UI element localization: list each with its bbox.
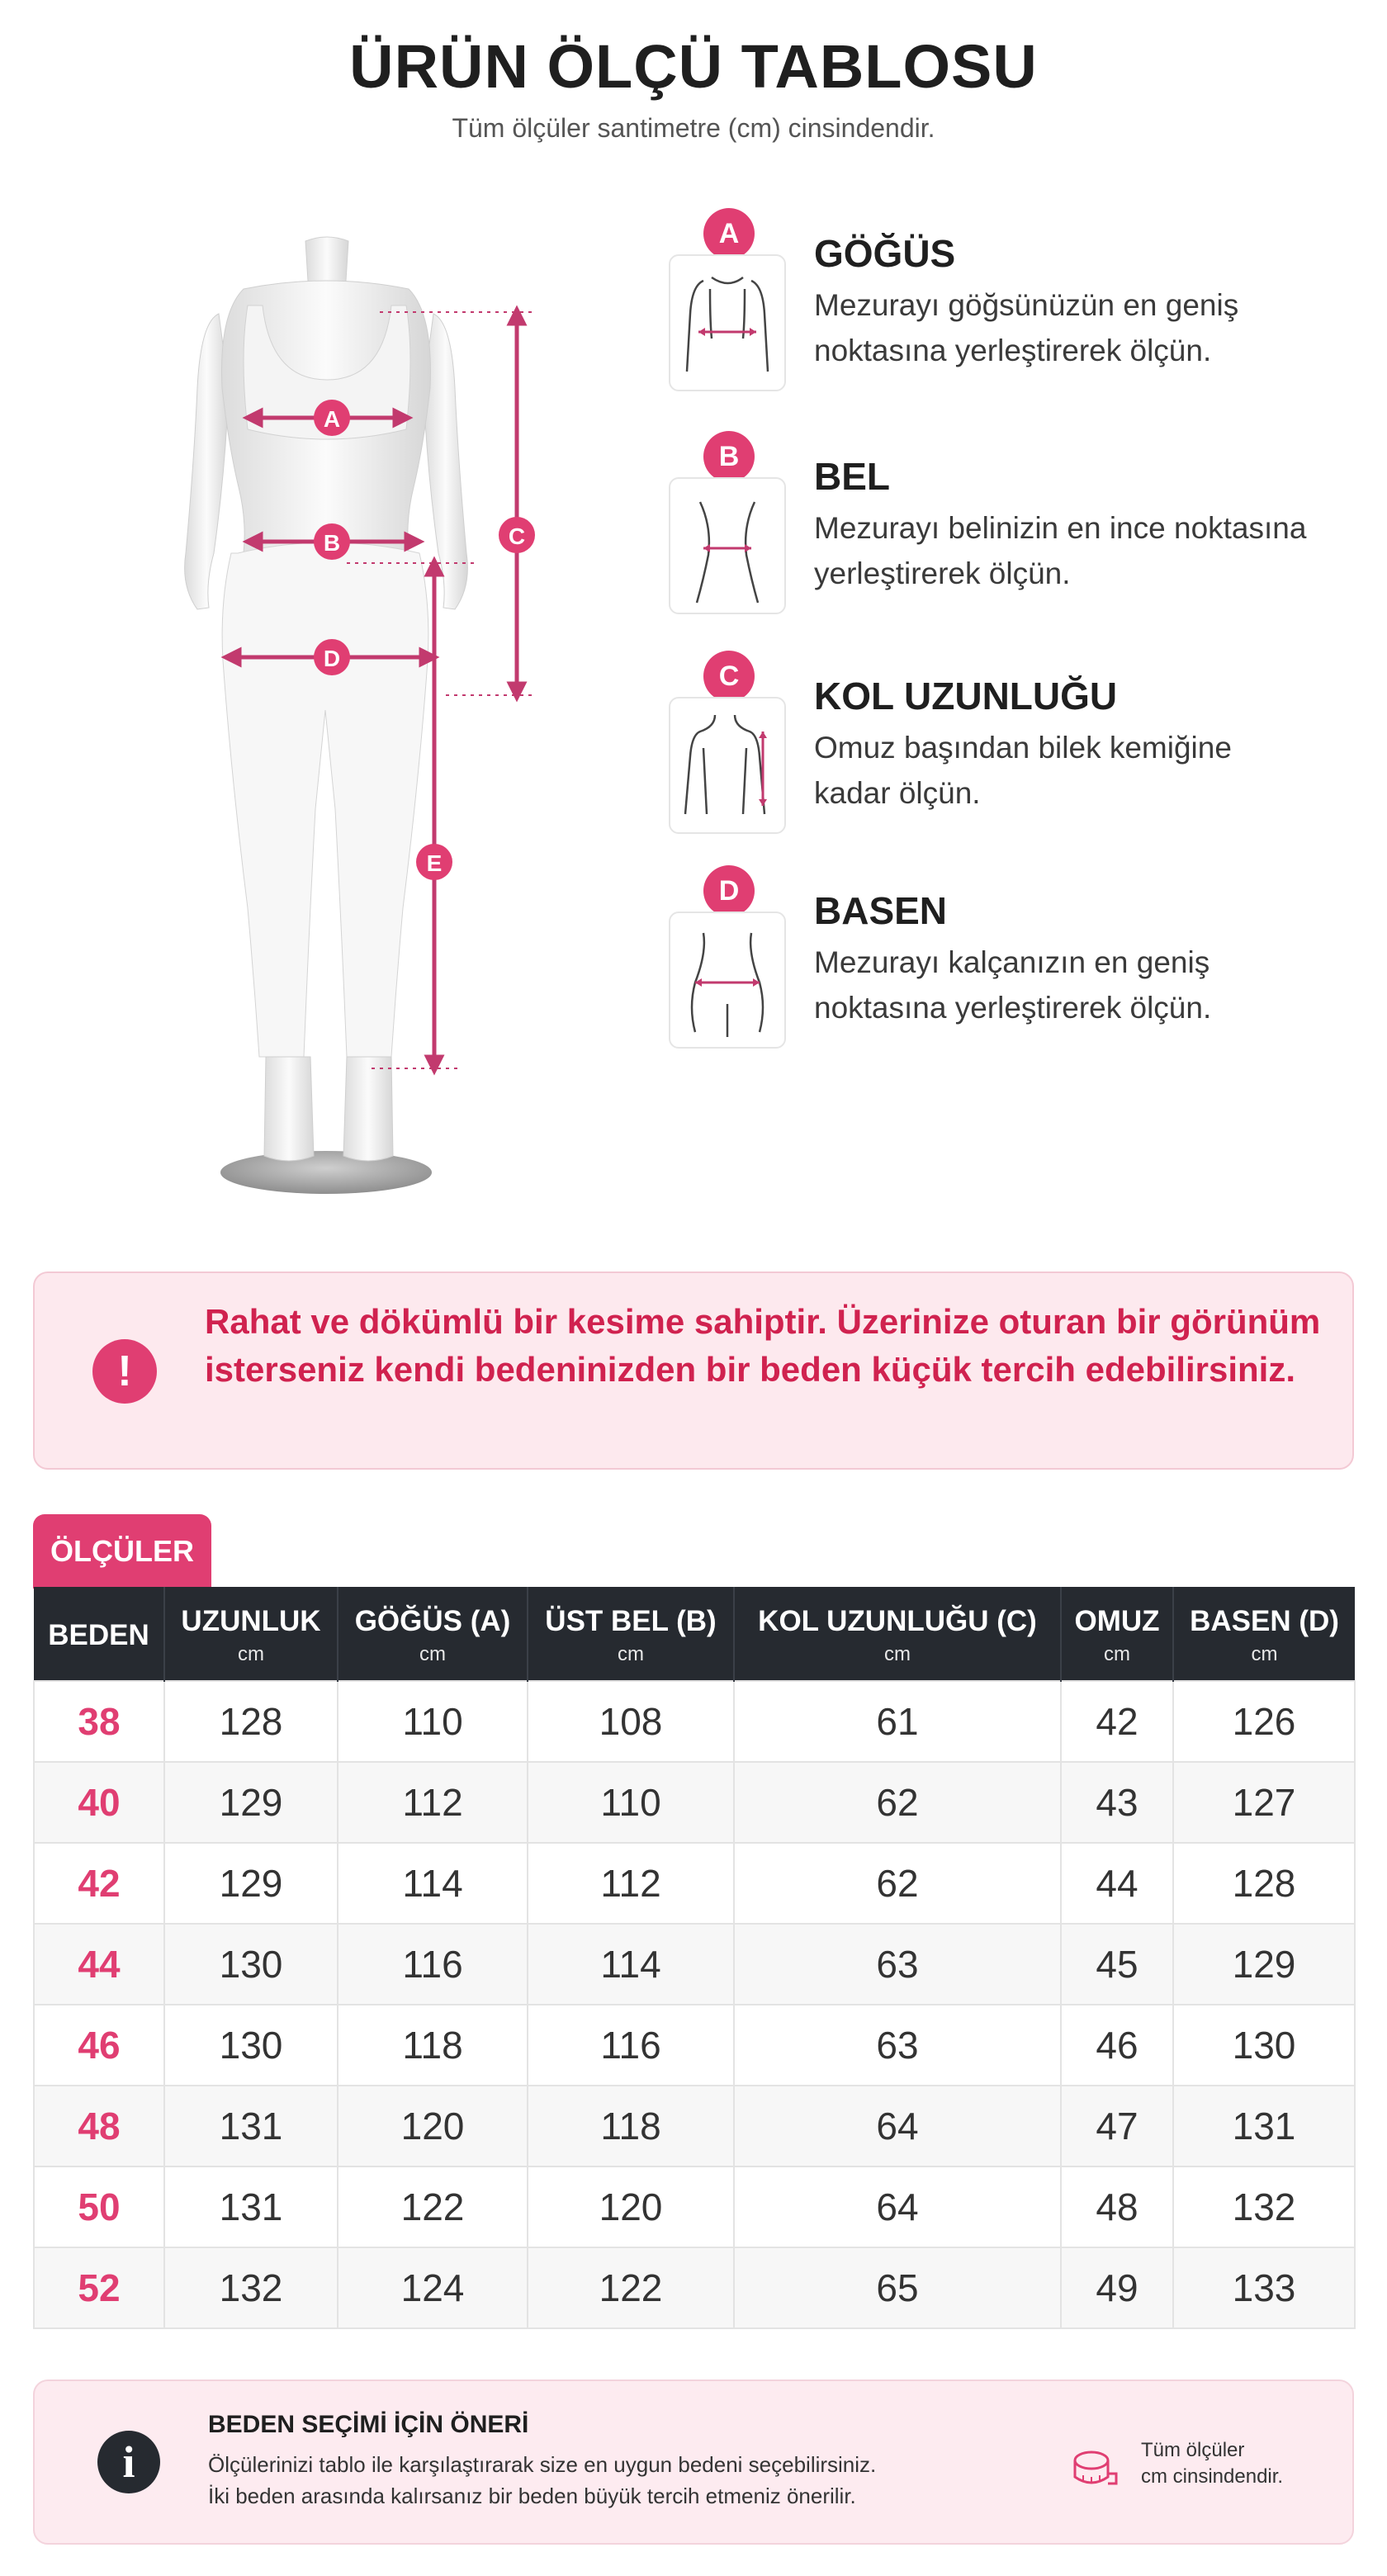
- measurement-letter: A: [703, 208, 755, 259]
- measurement-cell: 108: [528, 1681, 734, 1762]
- measurement-description: Mezurayı belinizin en ince noktasına yerleştirerek ölçün.: [814, 511, 1307, 590]
- size-cell: 38: [34, 1681, 164, 1762]
- measurement-cell: 122: [338, 2166, 528, 2247]
- measurement-cell: 129: [1173, 1924, 1355, 2005]
- measurement-cell: 131: [1173, 2086, 1355, 2166]
- measurement-cell: 118: [528, 2086, 734, 2166]
- measurement-cell: 65: [734, 2247, 1061, 2328]
- measurement-cell: 62: [734, 1843, 1061, 1924]
- measurement-waist: [669, 431, 1362, 604]
- measurement-cell: 114: [528, 1924, 734, 2005]
- page-subtitle: Tüm ölçüler santimetre (cm) cinsindendir.: [452, 113, 935, 143]
- measurement-name: KOL UZUNLUĞU: [814, 675, 1118, 717]
- measurement-description: Mezurayı kalçanızın en geniş noktasına yerleştirerek ölçün.: [814, 945, 1212, 1025]
- measurement-chest: [669, 208, 1362, 381]
- arm-length-icon: [669, 697, 786, 834]
- marker-a-label: A: [323, 406, 341, 432]
- measurement-cell: 110: [528, 1762, 734, 1843]
- measurement-cell: 48: [1061, 2166, 1173, 2247]
- measurement-cell: 63: [734, 2005, 1061, 2086]
- measurement-cell: 120: [338, 2086, 528, 2166]
- table-row: [34, 1681, 1355, 1762]
- measurement-cell: 63: [734, 1924, 1061, 2005]
- table-row: [34, 1762, 1355, 1843]
- measurement-name: BEL: [814, 455, 890, 498]
- measurement-cell: 130: [1173, 2005, 1355, 2086]
- measurement-cell: 122: [528, 2247, 734, 2328]
- info-icon: i: [97, 2431, 160, 2493]
- page-title: ÜRÜN ÖLÇÜ TABLOSU: [349, 32, 1038, 101]
- measurement-cell: 118: [338, 2005, 528, 2086]
- measurement-cell: 112: [528, 1843, 734, 1924]
- measurement-hip: [669, 865, 1362, 1039]
- measurement-letter: D: [703, 865, 755, 916]
- measurement-cell: 127: [1173, 1762, 1355, 1843]
- measurement-cell: 132: [164, 2247, 338, 2328]
- size-advice-box: [33, 2379, 1354, 2545]
- size-cell: 44: [34, 1924, 164, 2005]
- measurement-cell: 116: [338, 1924, 528, 2005]
- column-header-size: BEDEN: [34, 1587, 164, 1681]
- measurement-cell: 126: [1173, 1681, 1355, 1762]
- measurement-cell: 130: [164, 2005, 338, 2086]
- measurement-cell: 129: [164, 1843, 338, 1924]
- stand-base: [220, 1151, 432, 1194]
- measurement-cell: 129: [164, 1762, 338, 1843]
- measurement-cell: 42: [1061, 1681, 1173, 1762]
- table-header-row: [34, 1587, 1355, 1681]
- marker-d: [314, 639, 350, 675]
- measurement-cell: 47: [1061, 2086, 1173, 2166]
- column-header-shoulder: OMUZ cm: [1061, 1587, 1173, 1681]
- unit-note-line: cm cinsindendir.: [1141, 2465, 1284, 2488]
- measurement-cell: 128: [164, 1681, 338, 1762]
- marker-b: [314, 523, 350, 560]
- column-header-arm-length: KOL UZUNLUĞU (C) cm: [734, 1587, 1061, 1681]
- measurement-cell: 133: [1173, 2247, 1355, 2328]
- size-cell: 52: [34, 2247, 164, 2328]
- size-cell: 50: [34, 2166, 164, 2247]
- table-row: [34, 2005, 1355, 2086]
- marker-e: [416, 844, 452, 880]
- size-advice-line: İki beden arasında kalırsanız bir beden büyük tercih etmeniz önerilir.: [208, 2484, 856, 2508]
- measurement-description: Omuz başından bilek kemiğine kadar ölçün.: [814, 731, 1232, 810]
- column-header-waist: ÜST BEL (B) cm: [528, 1587, 734, 1681]
- table-row: [34, 2247, 1355, 2328]
- size-cell: 40: [34, 1762, 164, 1843]
- size-table: [33, 1587, 1356, 2329]
- measurement-cell: 120: [528, 2166, 734, 2247]
- column-header-length: UZUNLUK cm: [164, 1587, 338, 1681]
- size-advice-title: BEDEN SEÇİMİ İÇİN ÖNERİ: [208, 2411, 529, 2438]
- table-row: [34, 1843, 1355, 1924]
- page-header: [0, 31, 1387, 144]
- exclamation-icon: !: [92, 1339, 157, 1404]
- measurement-arm-length: [669, 651, 1362, 824]
- measurement-cell: 46: [1061, 2005, 1173, 2086]
- mannequin-illustration: [99, 223, 570, 1205]
- mannequin-figure: [99, 223, 570, 1205]
- fit-notice-text: Rahat ve dökümlü bir kesime sahiptir. Üzerinize oturan bir görünüm isterseniz kendi bedeninizden bir beden küçük tercih edebilirsiniz.: [205, 1302, 1321, 1389]
- measurement-cell: 64: [734, 2166, 1061, 2247]
- measurement-cell: 43: [1061, 1762, 1173, 1843]
- column-header-chest: GÖĞÜS (A) cm: [338, 1587, 528, 1681]
- waist-measure-icon: [669, 477, 786, 614]
- fit-notice: [33, 1271, 1354, 1470]
- measurement-cell: 114: [338, 1843, 528, 1924]
- measuring-tape-icon: [1072, 2444, 1118, 2490]
- measurements-tab[interactable]: ÖLÇÜLER: [33, 1514, 211, 1589]
- measurement-cell: 110: [338, 1681, 528, 1762]
- size-cell: 46: [34, 2005, 164, 2086]
- measurement-cell: 128: [1173, 1843, 1355, 1924]
- measurement-cell: 130: [164, 1924, 338, 2005]
- marker-b-label: B: [323, 530, 341, 556]
- marker-c: [499, 517, 535, 553]
- measurement-cell: 124: [338, 2247, 528, 2328]
- measurement-cell: 62: [734, 1762, 1061, 1843]
- measurement-cell: 44: [1061, 1843, 1173, 1924]
- measurement-letter: C: [703, 651, 755, 702]
- marker-a: [314, 400, 350, 436]
- measurement-cell: 131: [164, 2086, 338, 2166]
- size-advice-line: Ölçülerinizi tablo ile karşılaştırarak size en uygun bedeni seçebilirsiniz.: [208, 2452, 877, 2477]
- size-cell: 48: [34, 2086, 164, 2166]
- measurement-cell: 131: [164, 2166, 338, 2247]
- measurement-cell: 112: [338, 1762, 528, 1843]
- measurement-description: Mezurayı göğsünüzün en geniş noktasına yerleştirerek ölçün.: [814, 288, 1239, 367]
- hip-measure-icon: [669, 912, 786, 1049]
- marker-e-label: E: [426, 850, 443, 876]
- size-cell: 42: [34, 1843, 164, 1924]
- measurement-cell: 64: [734, 2086, 1061, 2166]
- marker-d-label: D: [323, 646, 341, 671]
- measurement-cell: 61: [734, 1681, 1061, 1762]
- measurement-name: GÖĞÜS: [814, 232, 956, 275]
- measurement-cell: 49: [1061, 2247, 1173, 2328]
- marker-c-label: C: [508, 523, 526, 549]
- measurement-name: BASEN: [814, 889, 948, 932]
- measurement-letter: B: [703, 431, 755, 482]
- size-table-body: [34, 1681, 1355, 2328]
- column-header-hip: BASEN (D) cm: [1173, 1587, 1355, 1681]
- chest-measure-icon: [669, 254, 786, 391]
- measurement-cell: 116: [528, 2005, 734, 2086]
- unit-note-line: Tüm ölçüler: [1141, 2439, 1245, 2461]
- table-row: [34, 2166, 1355, 2247]
- measurement-cell: 132: [1173, 2166, 1355, 2247]
- table-row: [34, 2086, 1355, 2166]
- table-row: [34, 1924, 1355, 2005]
- measurement-cell: 45: [1061, 1924, 1173, 2005]
